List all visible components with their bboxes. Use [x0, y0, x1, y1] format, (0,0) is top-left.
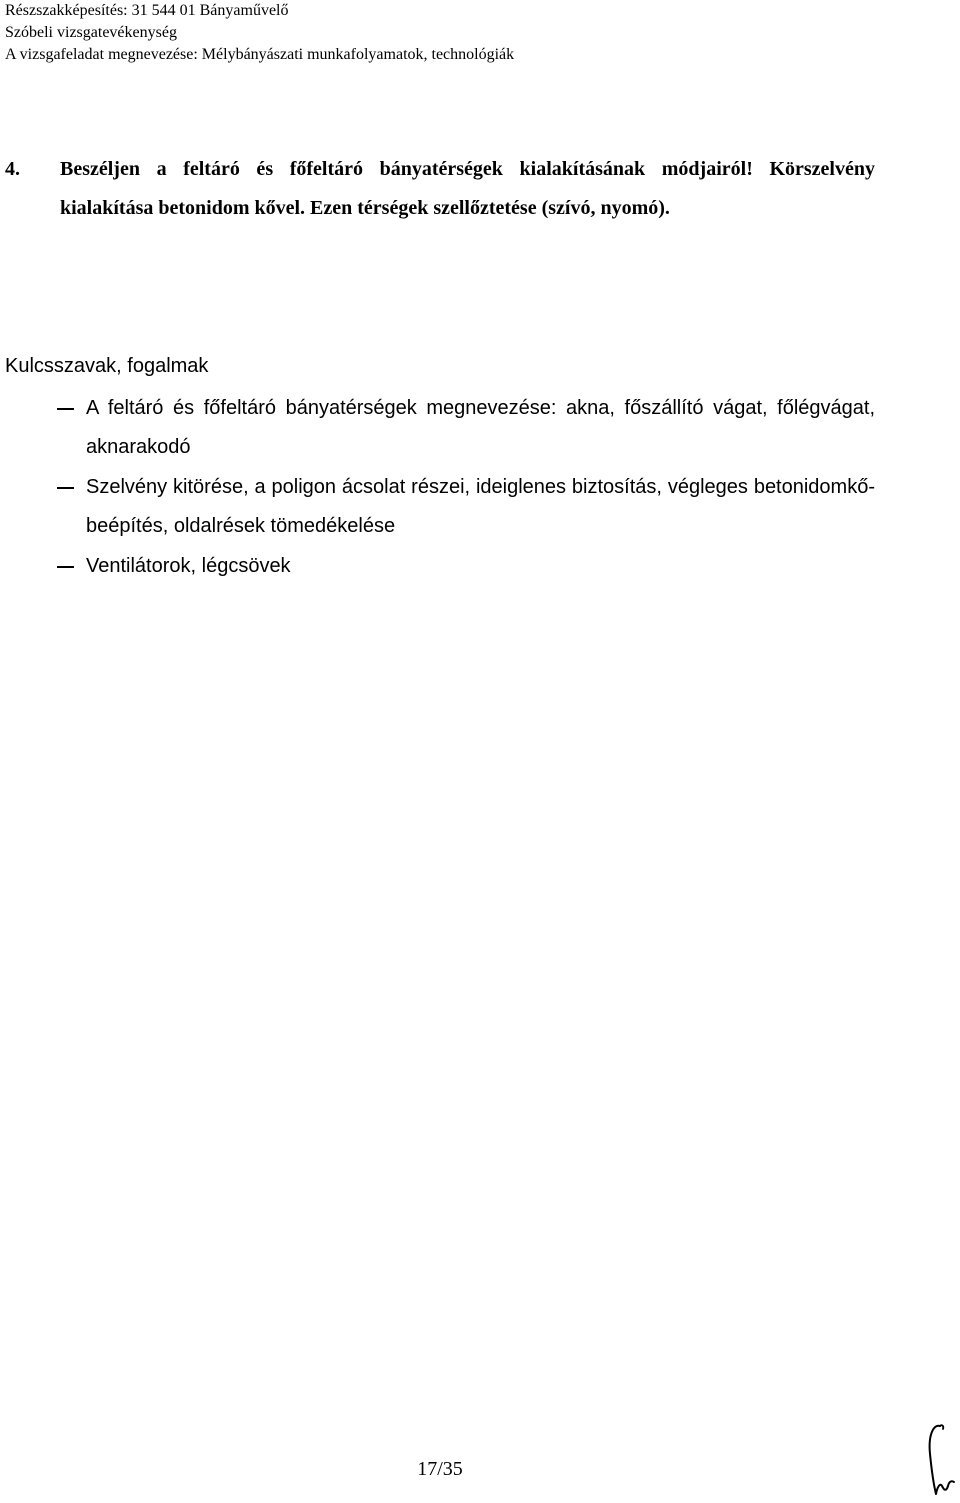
dash-bullet-icon — [57, 566, 74, 568]
keywords-list — [57, 389, 875, 586]
document-header — [5, 0, 514, 66]
dash-bullet-icon — [57, 487, 74, 489]
list-item — [57, 547, 875, 586]
exam-question — [5, 150, 875, 228]
list-item — [57, 468, 875, 546]
list-item — [57, 389, 875, 467]
keywords-heading: Kulcsszavak, fogalmak — [5, 355, 209, 377]
list-item-text: Ventilátorok, légcsövek — [86, 555, 291, 577]
list-item-text: A feltáró és főfeltáró bányatérségek megnevezése: akna, főszállító vágat, főlégvágat, aknarakodó — [86, 397, 875, 458]
signature-icon — [918, 1420, 958, 1500]
header-exam-type: Szóbeli vizsgatevékenység — [5, 24, 177, 41]
list-item-text: Szelvény kitörése, a poligon ácsolat részei, ideiglenes biztosítás, végleges betonidomkő-beépítés, oldalrések tömedékelése — [86, 476, 875, 537]
question-text: Beszéljen a feltáró és főfeltáró bányatérségek kialakításának módjairól! Körszelvény kialakítása betonidom kővel. Ezen térségek szellőztetése (szívó, nyomó). — [60, 158, 875, 219]
header-qualification: Részszakképesítés: 31 544 01 Bányaművelő — [5, 2, 289, 19]
page-number: 17/35 — [417, 1458, 463, 1480]
header-task-name: A vizsgafeladat megnevezése: Mélybányászati munkafolyamatok, technológiák — [5, 46, 515, 63]
question-number: 4. — [5, 158, 20, 180]
dash-bullet-icon — [57, 408, 74, 410]
